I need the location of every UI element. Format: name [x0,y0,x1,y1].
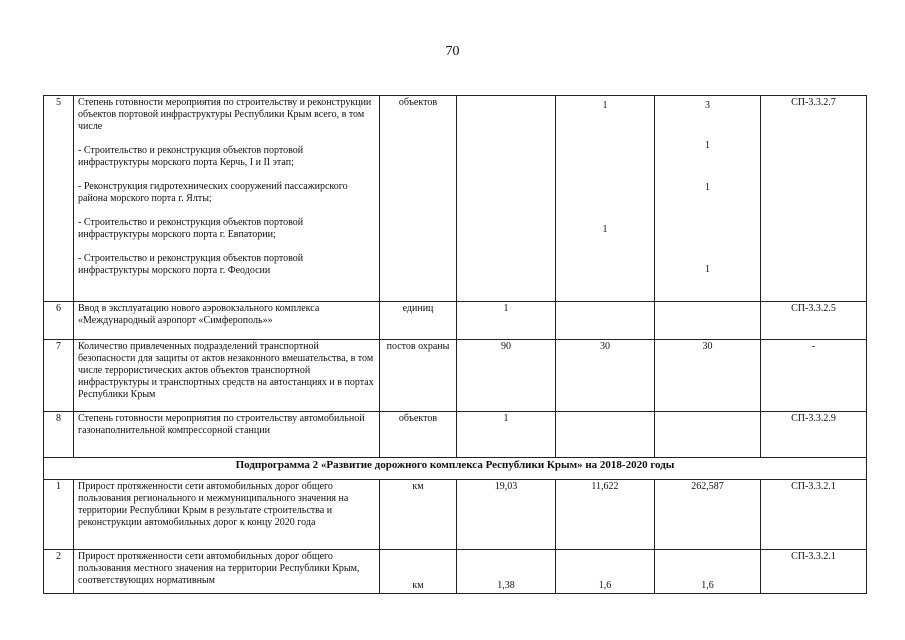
value-2019 [556,96,655,302]
value-2020 [655,302,761,340]
subprogram-row [44,458,867,480]
indicator-sub-item: - Реконструкция гидротехнических сооружений пассажирского района морского порта г. Ялты; [78,181,348,204]
indicator-text: Количество привлеченных подразделений транспортной безопасности для защиты от актов незаконного вмешательства, в том числе террористических актов объектов транспортной инфраструктуры и транспортных средств на автостанциях и в портах Республики Крым [74,340,380,412]
indicator-sub-item: - Строительство и реконструкция объектов портовой инфраструктуры морского порта г. Евпатории; [78,217,304,240]
value-2020 [655,412,761,458]
unit-cell: объектов [380,412,457,458]
indicator-sub-item: - Строительство и реконструкция объектов портовой инфраструктуры морского порта г. Феодосии [78,253,304,276]
indicator-text: Прирост протяженности сети автомобильных дорог общего пользования местного значения на территории Республики Крым, соответствующих нормативным [74,550,380,594]
unit-cell: км [380,550,457,594]
table-row [44,96,867,302]
unit-cell: постов охраны [380,340,457,412]
value-2019-yalta: 1 [602,224,608,235]
code-cell: СП-3.3.2.9 [761,412,867,458]
table-row [44,480,867,550]
row-number: 5 [44,96,74,302]
code-cell: СП-3.3.2.1 [761,480,867,550]
table-row [44,302,867,340]
indicator-main-text: Степень готовности мероприятия по строительству и реконструкции объектов портовой инфраструктуры Республики Крым всего, в том числе [78,97,372,132]
indicator-text: Прирост протяженности сети автомобильных дорог общего пользования регионального и межмуниципального значения на территории Республики Крым в результате строительства и реконструкции автомобильных дорог к концу 2020 года [74,480,380,550]
row-number: 6 [44,302,74,340]
indicators-table [43,95,867,594]
value-2020: 262,587 [655,480,761,550]
value-2018 [457,96,556,302]
value-2020-kerch: 1 [705,140,710,151]
table-row [44,340,867,412]
value-2020-total: 3 [705,100,710,111]
table-row [44,412,867,458]
code-cell: - [761,340,867,412]
value-2018: 1,38 [457,550,556,594]
row-number: 2 [44,550,74,594]
code-cell: СП-3.3.2.1 [761,550,867,594]
value-2019: 30 [556,340,655,412]
subprogram-title: Подпрограмма 2 «Развитие дорожного комплекса Республики Крым» на 2018-2020 годы [44,458,867,480]
value-2019: 11,622 [556,480,655,550]
indicator-sub-item: - Строительство и реконструкция объектов портовой инфраструктуры морского порта Керчь, I и II этап; [78,145,304,168]
row-number: 8 [44,412,74,458]
page-number: 70 [445,44,460,59]
value-2019 [556,302,655,340]
value-2018: 1 [457,412,556,458]
value-2018: 1 [457,302,556,340]
row-number: 1 [44,480,74,550]
value-2020-feodosia: 1 [705,264,710,275]
indicator-text: Степень готовности мероприятия по строительству автомобильной газонаполнительной компрессорной станции [74,412,380,458]
value-2020: 30 [655,340,761,412]
indicator-text [74,96,380,302]
value-2019-total: 1 [602,100,608,111]
unit-cell: объектов [380,96,457,302]
code-cell: СП-3.3.2.7 [761,96,867,302]
value-2020-yalta: 1 [705,182,710,193]
table-row [44,550,867,594]
unit-cell: км [380,480,457,550]
value-2019: 1,6 [556,550,655,594]
value-2019 [556,412,655,458]
value-2020 [655,96,761,302]
value-2018: 19,03 [457,480,556,550]
value-2018: 90 [457,340,556,412]
unit-cell: единиц [380,302,457,340]
indicator-text: Ввод в эксплуатацию нового аэровокзального комплекса «Международный аэропорт «Симферополь»» [74,302,380,340]
value-2020: 1,6 [655,550,761,594]
row-number: 7 [44,340,74,412]
code-cell: СП-3.3.2.5 [761,302,867,340]
